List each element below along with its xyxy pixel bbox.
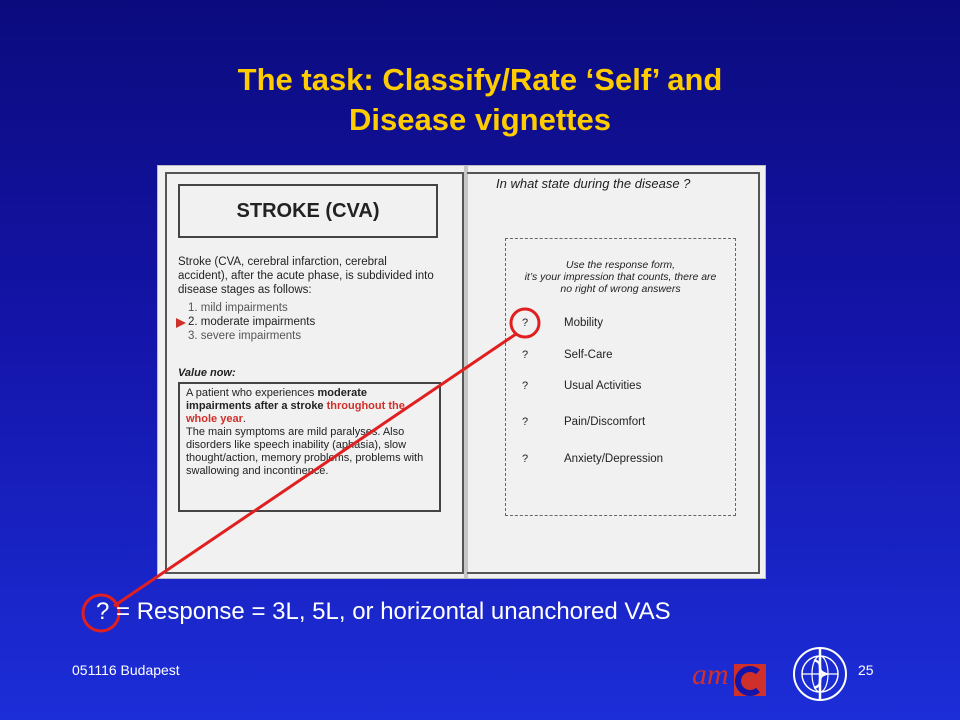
disease-state-question: In what state during the disease ? [496, 176, 691, 191]
value-text-period: . [242, 413, 246, 425]
instruction-line: it’s your impression that counts, there are [524, 271, 717, 283]
dimension-label: Self-Care [564, 349, 613, 361]
instruction-line: no right of wrong answers [560, 283, 681, 295]
response-formula [96, 598, 671, 626]
dimension-question-mark: ? [522, 317, 529, 329]
footer-date-place: 051116 Budapest [72, 662, 180, 678]
dimension-question-mark: ? [522, 416, 529, 428]
highlight-circle [511, 309, 539, 337]
value-text-red: throughout the whole year [186, 400, 405, 425]
value-text-bold: moderate impairments after a stroke [186, 387, 368, 412]
stage-item: 1. mild impairments [188, 302, 288, 314]
dimension-question-mark: ? [522, 349, 529, 361]
dimension-question-mark: ? [522, 380, 529, 392]
slide-title-line2: Disease vignettes [349, 102, 611, 137]
dimension-label: Anxiety/Depression [564, 453, 664, 465]
connector-line [114, 334, 516, 606]
vignette-intro: Stroke (CVA, cerebral infarction, cerebral accident), after the acute phase, is subdivided into disease stages as follows: [178, 256, 434, 296]
dimension-label: Mobility [564, 317, 603, 329]
value-now-label: Value now: [178, 367, 236, 379]
who-emblem-icon [790, 645, 850, 703]
instruction-line: Use the response form, [565, 259, 676, 271]
formula-question-mark: ? [96, 598, 110, 625]
stage-item-selected: 2. moderate impairments [188, 316, 316, 328]
dimension-label: Usual Activities [564, 380, 642, 392]
amc-logo [690, 650, 780, 700]
logo-text: am [692, 658, 729, 691]
vignette-header: STROKE (CVA) [178, 184, 438, 238]
stage-item: 3. severe impairments [188, 330, 302, 342]
dimension-label: Pain/Discomfort [564, 416, 646, 428]
value-text-part: A patient who experiences [186, 387, 318, 399]
slide-title-line1: The task: Classify/Rate ‘Self’ and [237, 62, 723, 97]
value-text-rest: The main symptoms are mild paralyses. Also disorders like speech inability (aphasia), slow thought/action, memory problems, problems with swallowing and incontinence. [186, 426, 424, 477]
formula-text: = Response = 3L, 5L, or horizontal unanchored VAS [109, 598, 671, 625]
page-number: 25 [858, 662, 874, 678]
dimension-question-mark: ? [522, 453, 529, 465]
